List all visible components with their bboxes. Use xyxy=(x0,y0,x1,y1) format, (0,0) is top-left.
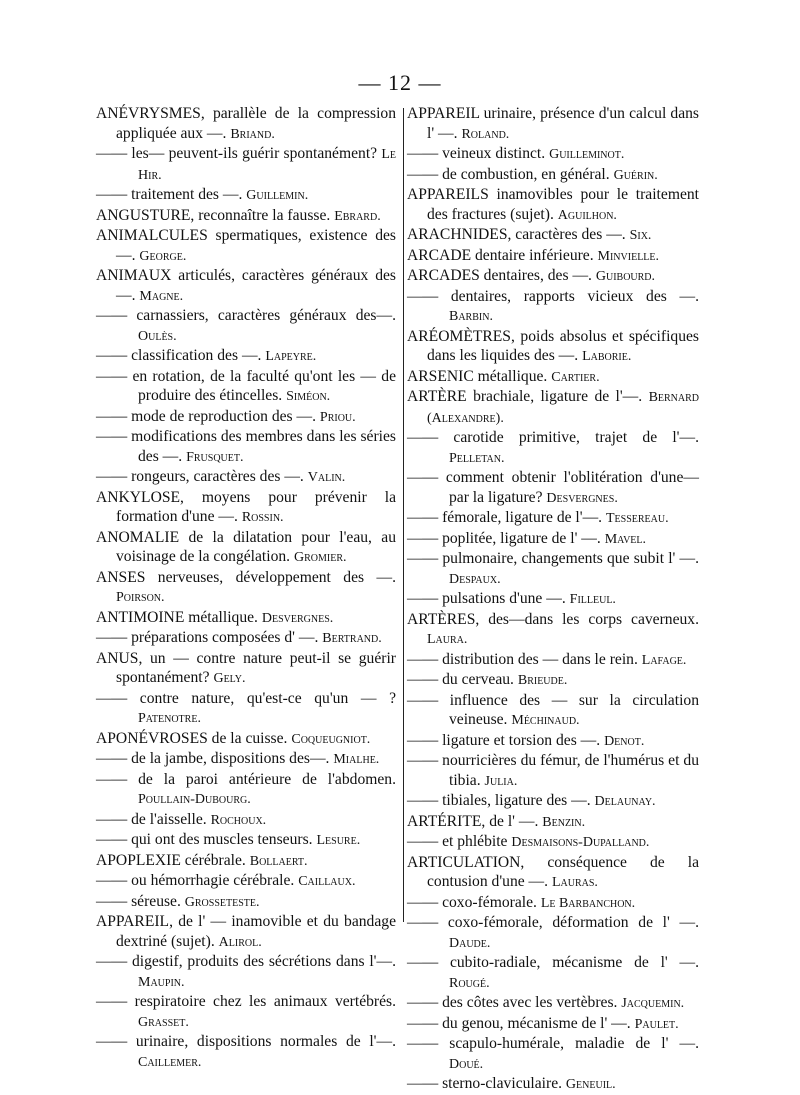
entry-author: Laura. xyxy=(427,632,468,647)
entry-author: Laborie. xyxy=(582,349,632,364)
index-subentry xyxy=(407,751,699,791)
entry-text: —— les— peuvent-ils guérir spontanément? xyxy=(96,145,378,162)
entry-author: Roland. xyxy=(461,126,510,142)
entry-text: —— coxo-fémorale. xyxy=(407,893,537,911)
entry-text: —— pulmonaire, changements que subit l' —. xyxy=(407,550,699,567)
entry-author: Gely. xyxy=(213,671,246,686)
entry-author: Caillemer. xyxy=(138,1054,202,1070)
entry-author: Guilleminot. xyxy=(549,147,625,162)
index-subentry xyxy=(96,749,396,770)
entry-author: Maupin. xyxy=(138,974,185,990)
entry-author: Ebrard. xyxy=(334,208,381,224)
entry-text: ANGUSTURE, reconnaître la fausse. xyxy=(96,206,331,224)
entry-text: ARTÈRE brachiale, ligature de l'—. xyxy=(407,388,643,405)
entry-text: —— coxo-fémorale, déformation de l' —. xyxy=(407,914,699,931)
index-entry xyxy=(407,185,699,225)
index-subentry xyxy=(407,1074,699,1095)
entry-author: Valin. xyxy=(307,470,346,485)
entry-author: Poirson. xyxy=(116,590,165,605)
entry-author: Minvielle. xyxy=(597,248,660,264)
entry-text: —— scapulo-humérale, maladie de l' —. xyxy=(407,1035,699,1052)
index-entry xyxy=(407,327,699,367)
index-subentry xyxy=(96,830,396,851)
entry-author: Rougé. xyxy=(449,975,490,991)
entry-text: ANOMALIE de la dilatation pour l'eau, au voisinage de la congélation. xyxy=(96,528,396,565)
index-subentry xyxy=(407,428,699,468)
index-entry xyxy=(96,608,396,629)
entry-text: ARCADES dentaires, des —. xyxy=(407,267,592,284)
index-entry xyxy=(407,266,699,287)
index-entry xyxy=(96,266,396,306)
entry-text: —— classification des —. xyxy=(96,347,262,364)
entry-author: Desvergnes. xyxy=(546,490,618,506)
entry-text: ANKYLOSE, moyens pour prévenir la formation d'une —. xyxy=(96,488,396,525)
index-subentry xyxy=(96,427,396,467)
index-subentry xyxy=(407,670,699,691)
entry-author: Frusquet. xyxy=(186,449,244,465)
entry-text: —— carnassiers, caractères généraux des—. xyxy=(96,307,396,324)
entry-text: ANTIMOINE métallique. xyxy=(96,608,258,626)
entry-author: Doué. xyxy=(449,1056,484,1072)
index-entry xyxy=(96,649,396,689)
index-subentry xyxy=(407,791,699,812)
index-entry xyxy=(96,226,396,266)
entry-text: —— de la jambe, dispositions des—. xyxy=(96,750,330,767)
entry-text: —— mode de reproduction des —. xyxy=(96,407,316,425)
entry-author: Lauras. xyxy=(551,875,598,890)
entry-text: —— de l'aisselle. xyxy=(96,810,207,828)
index-entry xyxy=(407,610,699,650)
entry-author: Grasset. xyxy=(138,1014,189,1030)
entry-author: Lafage. xyxy=(641,652,687,668)
entry-author: Desmaisons-Dupalland. xyxy=(511,835,650,850)
index-entry xyxy=(96,528,396,568)
entry-author: Bertrand. xyxy=(322,631,382,646)
entry-text: ARTÉRITE, de l' —. xyxy=(407,812,539,830)
index-entry xyxy=(407,104,699,144)
entry-text: —— ou hémorrhagie cérébrale. xyxy=(96,872,295,889)
entry-author: Lesure. xyxy=(316,833,361,848)
index-subentry xyxy=(407,953,699,993)
entry-author: Bollaert. xyxy=(249,853,308,869)
entry-author: Coqueugniot. xyxy=(291,731,371,747)
index-subentry xyxy=(96,407,396,428)
index-subentry xyxy=(407,731,699,752)
entry-text: —— en rotation, de la faculté qu'ont les — de produire des étincelles. xyxy=(96,367,396,404)
index-subentry xyxy=(96,689,396,729)
entry-text: ARACHNIDES, caractères des —. xyxy=(407,226,626,243)
entry-author: Mialhe. xyxy=(333,752,380,767)
entry-text: —— des côtes avec les vertèbres. xyxy=(407,994,618,1011)
entry-text: —— fémorale, ligature de l'—. xyxy=(407,509,603,526)
entry-text: ARSENIC métallique. xyxy=(407,367,548,385)
entry-text: ARTICULATION, conséquence de la contusion d'une —. xyxy=(407,853,699,890)
entry-author: Siméon. xyxy=(286,389,331,404)
index-entry xyxy=(96,851,396,872)
entry-author: Briand. xyxy=(230,126,275,142)
entry-text: APPAREIL urinaire, présence d'un calcul dans l' —. xyxy=(407,105,699,142)
index-subentry xyxy=(96,1032,396,1072)
entry-text: ANIMALCULES spermatiques, existence des —. xyxy=(96,227,396,264)
entry-author: Poullain-Dubourg. xyxy=(138,792,251,807)
index-subentry xyxy=(407,913,699,953)
index-subentry xyxy=(96,871,396,892)
entry-text: —— du genou, mécanisme de l' —. xyxy=(407,1014,631,1032)
entry-author: Le Barbanchon. xyxy=(540,895,636,911)
entry-text: —— préparations composées d' —. xyxy=(96,629,319,646)
index-entry xyxy=(407,387,699,428)
entry-author: Magne. xyxy=(139,288,184,304)
entry-author: Paulet. xyxy=(634,1016,679,1032)
entry-text: —— cubito-radiale, mécanisme de l' —. xyxy=(407,954,699,971)
entry-author: Julia. xyxy=(484,773,518,789)
entry-author: Jacquemin. xyxy=(621,996,685,1011)
index-subentry xyxy=(96,185,396,206)
entry-text: —— modifications des membres dans les séries des —. xyxy=(96,428,396,465)
entry-author: Denot. xyxy=(604,733,645,749)
entry-author: Tessereau. xyxy=(605,511,669,526)
index-subentry xyxy=(96,346,396,367)
entry-text: —— nourricières du fémur, de l'humérus et du tibia. xyxy=(407,752,699,789)
entry-text: —— de combustion, en général. xyxy=(407,165,610,183)
index-subentry xyxy=(407,650,699,671)
entry-text: ANSES nerveuses, développement des —. xyxy=(96,568,396,586)
index-entry xyxy=(96,206,396,227)
entry-author: Barbin. xyxy=(449,309,493,324)
entry-author: George. xyxy=(139,248,187,264)
entry-text: —— traitement des —. xyxy=(96,186,243,203)
index-entry xyxy=(96,488,396,528)
right-column xyxy=(407,104,699,1095)
entry-author: Daude. xyxy=(449,935,491,951)
entry-author: Caillaux. xyxy=(298,874,356,889)
entry-author: Filleul. xyxy=(569,592,616,607)
index-subentry xyxy=(407,287,699,327)
entry-author: Méchinaud. xyxy=(511,713,580,728)
entry-author: Gromier. xyxy=(293,550,347,565)
entry-author: Le Hir. xyxy=(138,147,396,183)
entry-text: —— du cerveau. xyxy=(407,671,514,688)
entry-author: Guérin. xyxy=(613,167,658,183)
entry-text: —— et phlébite xyxy=(407,833,508,850)
entry-author: Geneuil. xyxy=(565,1077,616,1092)
index-subentry xyxy=(96,992,396,1032)
entry-text: APPAREILS inamovibles pour le traitement des fractures (sujet). xyxy=(407,186,699,223)
index-entry xyxy=(96,568,396,608)
entry-author: Benzin. xyxy=(542,814,586,830)
index-subentry xyxy=(96,952,396,992)
index-entry xyxy=(96,912,396,952)
entry-text: —— distribution des — dans le rein. xyxy=(407,650,638,668)
entry-text: —— rongeurs, caractères des —. xyxy=(96,468,304,485)
index-subentry xyxy=(96,892,396,913)
entry-text: APPAREIL, de l' — inamovible et du bandage dextriné (sujet). xyxy=(96,913,396,950)
entry-text: —— comment obtenir l'oblitération d'une— par la ligature? xyxy=(407,469,699,506)
page-number: — 12 — xyxy=(358,70,442,95)
entry-author: Lapeyre. xyxy=(265,349,317,364)
entry-author: Rochoux. xyxy=(210,812,267,828)
entry-text: ANIMAUX articulés, caractères généraux des —. xyxy=(96,267,396,304)
entry-text: —— séreuse. xyxy=(96,892,181,910)
index-subentry xyxy=(407,832,699,853)
entry-text: —— de la paroi antérieure de l'abdomen. xyxy=(96,770,396,788)
entry-author: Oulès. xyxy=(138,328,177,344)
entry-text: —— urinaire, dispositions normales de l'—. xyxy=(96,1033,396,1050)
index-subentry xyxy=(96,367,396,407)
entry-author: Delaunay. xyxy=(594,794,656,809)
index-subentry xyxy=(96,628,396,649)
index-entry xyxy=(407,853,699,893)
entry-text: ANÉVRYSMES, parallèle de la compression appliquée aux —. xyxy=(96,105,396,142)
entry-author: Patenotre. xyxy=(138,711,201,726)
entry-text: APOPLEXIE cérébrale. xyxy=(96,851,246,869)
entry-author: Desvergnes. xyxy=(261,610,334,626)
entry-author: Guillemin. xyxy=(246,188,309,203)
entry-author: Grosseteste. xyxy=(184,894,260,910)
column-divider xyxy=(403,108,404,922)
entry-author: Mavel. xyxy=(604,531,647,547)
entry-text: —— influence des — sur la circulation veineuse. xyxy=(407,691,699,728)
index-subentry xyxy=(407,468,699,508)
entry-text: —— sterno-claviculaire. xyxy=(407,1075,563,1092)
index-entry xyxy=(96,104,396,144)
index-subentry xyxy=(407,1014,699,1035)
index-subentry xyxy=(407,589,699,610)
index-subentry xyxy=(407,691,699,731)
entry-text: —— respiratoire chez les animaux vertébrés. xyxy=(96,993,396,1010)
entry-author: Priou. xyxy=(319,409,356,425)
entry-author: Alirol. xyxy=(218,934,262,950)
index-entry xyxy=(407,225,699,246)
entry-text: —— contre nature, qu'est-ce qu'un — ? xyxy=(96,689,396,707)
entry-text: ARTÈRES, des—dans les corps caverneux. xyxy=(407,610,699,628)
entry-author: Six. xyxy=(629,228,652,243)
index-subentry xyxy=(407,1034,699,1074)
entry-author: Rossin. xyxy=(241,510,284,525)
index-subentry xyxy=(96,467,396,488)
index-subentry xyxy=(407,549,699,589)
index-subentry xyxy=(407,529,699,550)
index-subentry xyxy=(407,993,699,1014)
left-column xyxy=(96,104,396,1072)
entry-text: —— digestif, produits des sécrétions dans l'—. xyxy=(96,953,396,970)
entry-author: Cartier. xyxy=(551,369,600,385)
entry-text: —— tibiales, ligature des —. xyxy=(407,792,591,809)
entry-author: Aguilhon. xyxy=(557,207,617,223)
entry-text: —— pulsations d'une —. xyxy=(407,590,566,607)
entry-author: Brieude. xyxy=(517,673,568,688)
index-entry xyxy=(407,246,699,267)
entry-text: ARCADE dentaire inférieure. xyxy=(407,246,594,264)
index-subentry xyxy=(407,893,699,914)
index-subentry xyxy=(96,306,396,346)
index-subentry xyxy=(407,165,699,186)
entry-text: —— dentaires, rapports vicieux des —. xyxy=(407,287,699,305)
entry-text: —— veineux distinct. xyxy=(407,145,546,162)
entry-author: Guibourd. xyxy=(595,269,656,284)
index-subentry xyxy=(96,810,396,831)
entry-author: Despaux. xyxy=(449,571,501,587)
entry-text: ANUS, un — contre nature peut-il se guérir spontanément? xyxy=(96,649,396,686)
entry-text: —— qui ont des muscles tenseurs. xyxy=(96,831,313,848)
entry-text: —— ligature et torsion des —. xyxy=(407,731,601,749)
entry-text: ARÉOMÈTRES, poids absolus et spécifiques dans les liquides des —. xyxy=(407,327,699,364)
index-subentry xyxy=(96,144,396,185)
entry-text: —— carotide primitive, trajet de l'—. xyxy=(407,429,699,446)
entry-text: APONÉVROSES de la cuisse. xyxy=(96,729,288,747)
index-entry xyxy=(407,812,699,833)
entry-author: Pelletan. xyxy=(449,450,505,466)
index-subentry xyxy=(96,770,396,810)
index-subentry xyxy=(407,508,699,529)
index-subentry xyxy=(407,144,699,165)
index-entry xyxy=(96,729,396,750)
index-entry xyxy=(407,367,699,388)
entry-text: —— poplitée, ligature de l' —. xyxy=(407,529,601,547)
entry-author: Bernard (Alexandre). xyxy=(427,390,700,426)
